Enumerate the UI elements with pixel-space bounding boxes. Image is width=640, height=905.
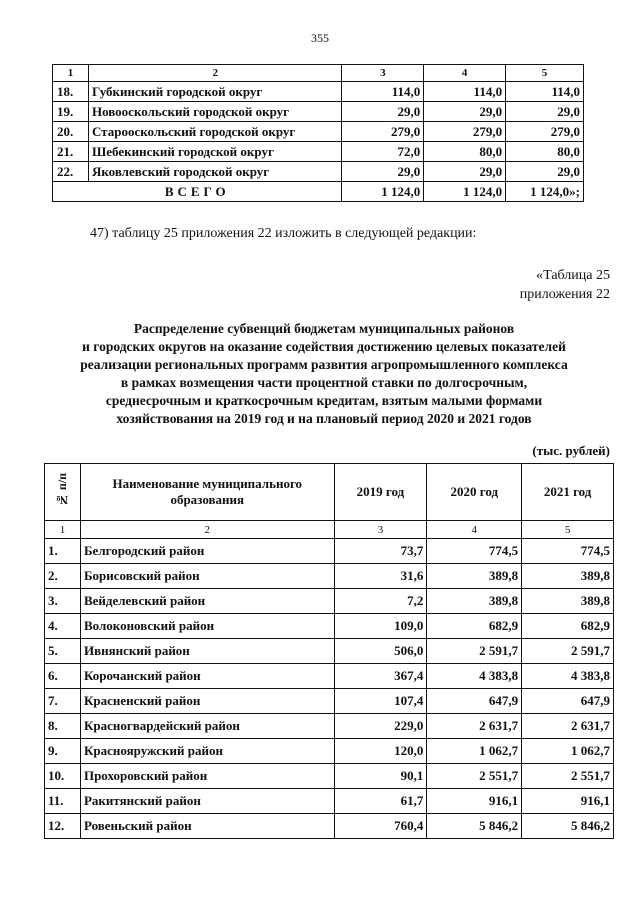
index-cell: 1 (45, 521, 81, 539)
subsidy-table-header-row (45, 464, 614, 521)
header-cell-name: Наименование муниципального образования (80, 464, 334, 521)
page-number: 355 (311, 31, 329, 45)
row-value-2020: 2 591,7 (427, 639, 522, 664)
header-cell-2019: 2019 год (334, 464, 427, 521)
row-number: 10. (45, 764, 81, 789)
title-line: в рамках возмещения части процентной ставки по долгосрочным, (120, 375, 528, 390)
row-number: 8. (45, 714, 81, 739)
row-value-2020: 389,8 (427, 589, 522, 614)
total-value-2021: 1 124,0»; (506, 182, 584, 202)
row-name: Корочанский район (80, 664, 334, 689)
row-value-2020: 2 631,7 (427, 714, 522, 739)
row-value-2019: 29,0 (342, 162, 424, 182)
row-number: 2. (45, 564, 81, 589)
row-number: 9. (45, 739, 81, 764)
table-row (45, 639, 614, 664)
table-row (45, 664, 614, 689)
table-row (45, 789, 614, 814)
row-value-2020: 5 846,2 (427, 814, 522, 839)
row-name: Красногвардейский район (80, 714, 334, 739)
row-value-2021: 279,0 (506, 122, 584, 142)
row-value-2020: 2 551,7 (427, 764, 522, 789)
row-value-2019: 72,0 (342, 142, 424, 162)
header-number-label: № п/п (54, 472, 69, 508)
row-value-2020: 916,1 (427, 789, 522, 814)
row-value-2021: 774,5 (522, 539, 614, 564)
row-value-2021: 647,9 (522, 689, 614, 714)
row-value-2020: 682,9 (427, 614, 522, 639)
index-cell: 4 (427, 521, 522, 539)
row-number: 21. (53, 142, 89, 162)
total-label: ВСЕГО (53, 182, 342, 202)
row-value-2021: 29,0 (506, 162, 584, 182)
row-value-2019: 367,4 (334, 664, 427, 689)
row-value-2019: 120,0 (334, 739, 427, 764)
row-name: Прохоровский район (80, 764, 334, 789)
title-line: реализации региональных программ развития агропромышленного комплекса (80, 357, 568, 372)
row-value-2021: 80,0 (506, 142, 584, 162)
row-value-2020: 279,0 (424, 122, 506, 142)
total-row (53, 182, 584, 202)
row-name: Белгородский район (80, 539, 334, 564)
row-number: 6. (45, 664, 81, 689)
row-number: 1. (45, 539, 81, 564)
caption-line: приложения 22 (519, 287, 610, 302)
header-cell-2020: 2020 год (427, 464, 522, 521)
row-value-2021: 916,1 (522, 789, 614, 814)
row-value-2019: 7,2 (334, 589, 427, 614)
row-number: 3. (45, 589, 81, 614)
row-name: Губкинский городской округ (88, 82, 341, 102)
table-caption (520, 266, 610, 304)
continued-table (52, 64, 584, 202)
row-name: Яковлевский городской округ (88, 162, 341, 182)
row-name: Красненский район (80, 689, 334, 714)
index-cell: 2 (80, 521, 334, 539)
row-value-2019: 61,7 (334, 789, 427, 814)
header-cell: 1 (53, 65, 89, 82)
row-number: 12. (45, 814, 81, 839)
row-value-2020: 1 062,7 (427, 739, 522, 764)
table-row (45, 739, 614, 764)
row-number: 11. (45, 789, 81, 814)
table-row (45, 589, 614, 614)
row-value-2019: 114,0 (342, 82, 424, 102)
continued-table-header-row (53, 65, 584, 82)
row-name: Старооскольский городской округ (88, 122, 341, 142)
row-name: Волоконовский район (80, 614, 334, 639)
table-row (53, 142, 584, 162)
row-value-2019: 279,0 (342, 122, 424, 142)
row-value-2020: 80,0 (424, 142, 506, 162)
row-value-2021: 682,9 (522, 614, 614, 639)
row-value-2019: 109,0 (334, 614, 427, 639)
row-number: 22. (53, 162, 89, 182)
row-name: Вейделевский район (80, 589, 334, 614)
row-value-2019: 29,0 (342, 102, 424, 122)
index-cell: 3 (334, 521, 427, 539)
row-name: Краснояружский район (80, 739, 334, 764)
row-number: 20. (53, 122, 89, 142)
row-value-2019: 31,6 (334, 564, 427, 589)
row-value-2019: 107,4 (334, 689, 427, 714)
title-line: и городских округов на оказание содействия достижению целевых показателей (82, 339, 566, 354)
row-name: Борисовский район (80, 564, 334, 589)
row-value-2020: 4 383,8 (427, 664, 522, 689)
header-cell: 3 (342, 65, 424, 82)
header-cell: 5 (506, 65, 584, 82)
row-name: Новооскольский городской округ (88, 102, 341, 122)
row-value-2021: 114,0 (506, 82, 584, 102)
row-value-2019: 506,0 (334, 639, 427, 664)
row-value-2020: 647,9 (427, 689, 522, 714)
header-cell-number (45, 464, 81, 521)
row-value-2020: 774,5 (427, 539, 522, 564)
row-value-2020: 114,0 (424, 82, 506, 102)
table-row (45, 714, 614, 739)
row-value-2021: 2 591,7 (522, 639, 614, 664)
table-row (45, 564, 614, 589)
total-value-2019: 1 124,0 (342, 182, 424, 202)
row-value-2020: 29,0 (424, 102, 506, 122)
row-number: 4. (45, 614, 81, 639)
row-value-2019: 760,4 (334, 814, 427, 839)
row-value-2021: 1 062,7 (522, 739, 614, 764)
row-value-2019: 73,7 (334, 539, 427, 564)
title-line: хозяйствования на 2019 год и на плановый период 2020 и 2021 годов (116, 411, 532, 426)
index-cell: 5 (522, 521, 614, 539)
units-label: (тыс. рублей) (532, 443, 610, 458)
table-row (45, 539, 614, 564)
row-value-2021: 29,0 (506, 102, 584, 122)
row-value-2021: 389,8 (522, 564, 614, 589)
row-name: Ракитянский район (80, 789, 334, 814)
row-value-2019: 90,1 (334, 764, 427, 789)
row-name: Ивнянский район (80, 639, 334, 664)
row-value-2020: 29,0 (424, 162, 506, 182)
instruction-paragraph: 47) таблицу 25 приложения 22 изложить в следующей редакции: (90, 226, 477, 241)
table-row (53, 122, 584, 142)
table-row (45, 689, 614, 714)
row-number: 18. (53, 82, 89, 102)
row-number: 19. (53, 102, 89, 122)
row-value-2021: 389,8 (522, 589, 614, 614)
row-value-2021: 4 383,8 (522, 664, 614, 689)
row-value-2021: 2 631,7 (522, 714, 614, 739)
header-cell: 2 (88, 65, 341, 82)
row-name: Шебекинский городской округ (88, 142, 341, 162)
subsidy-table-index-row (45, 521, 614, 539)
row-value-2019: 229,0 (334, 714, 427, 739)
total-value-2020: 1 124,0 (424, 182, 506, 202)
subsidy-table (44, 463, 614, 839)
document-title (34, 320, 614, 428)
table-row (45, 814, 614, 839)
row-value-2021: 2 551,7 (522, 764, 614, 789)
row-name: Ровеньский район (80, 814, 334, 839)
title-line: среднесрочным и краткосрочным кредитам, взятым малыми формами (105, 393, 543, 408)
row-number: 5. (45, 639, 81, 664)
row-value-2020: 389,8 (427, 564, 522, 589)
caption-line: «Таблица 25 (536, 268, 610, 283)
table-row (53, 102, 584, 122)
row-number: 7. (45, 689, 81, 714)
table-row (45, 764, 614, 789)
title-line: Распределение субвенций бюджетам муниципальных районов (133, 321, 515, 336)
table-row (53, 162, 584, 182)
header-cell: 4 (424, 65, 506, 82)
header-cell-2021: 2021 год (522, 464, 614, 521)
row-value-2021: 5 846,2 (522, 814, 614, 839)
table-row (45, 614, 614, 639)
table-row (53, 82, 584, 102)
